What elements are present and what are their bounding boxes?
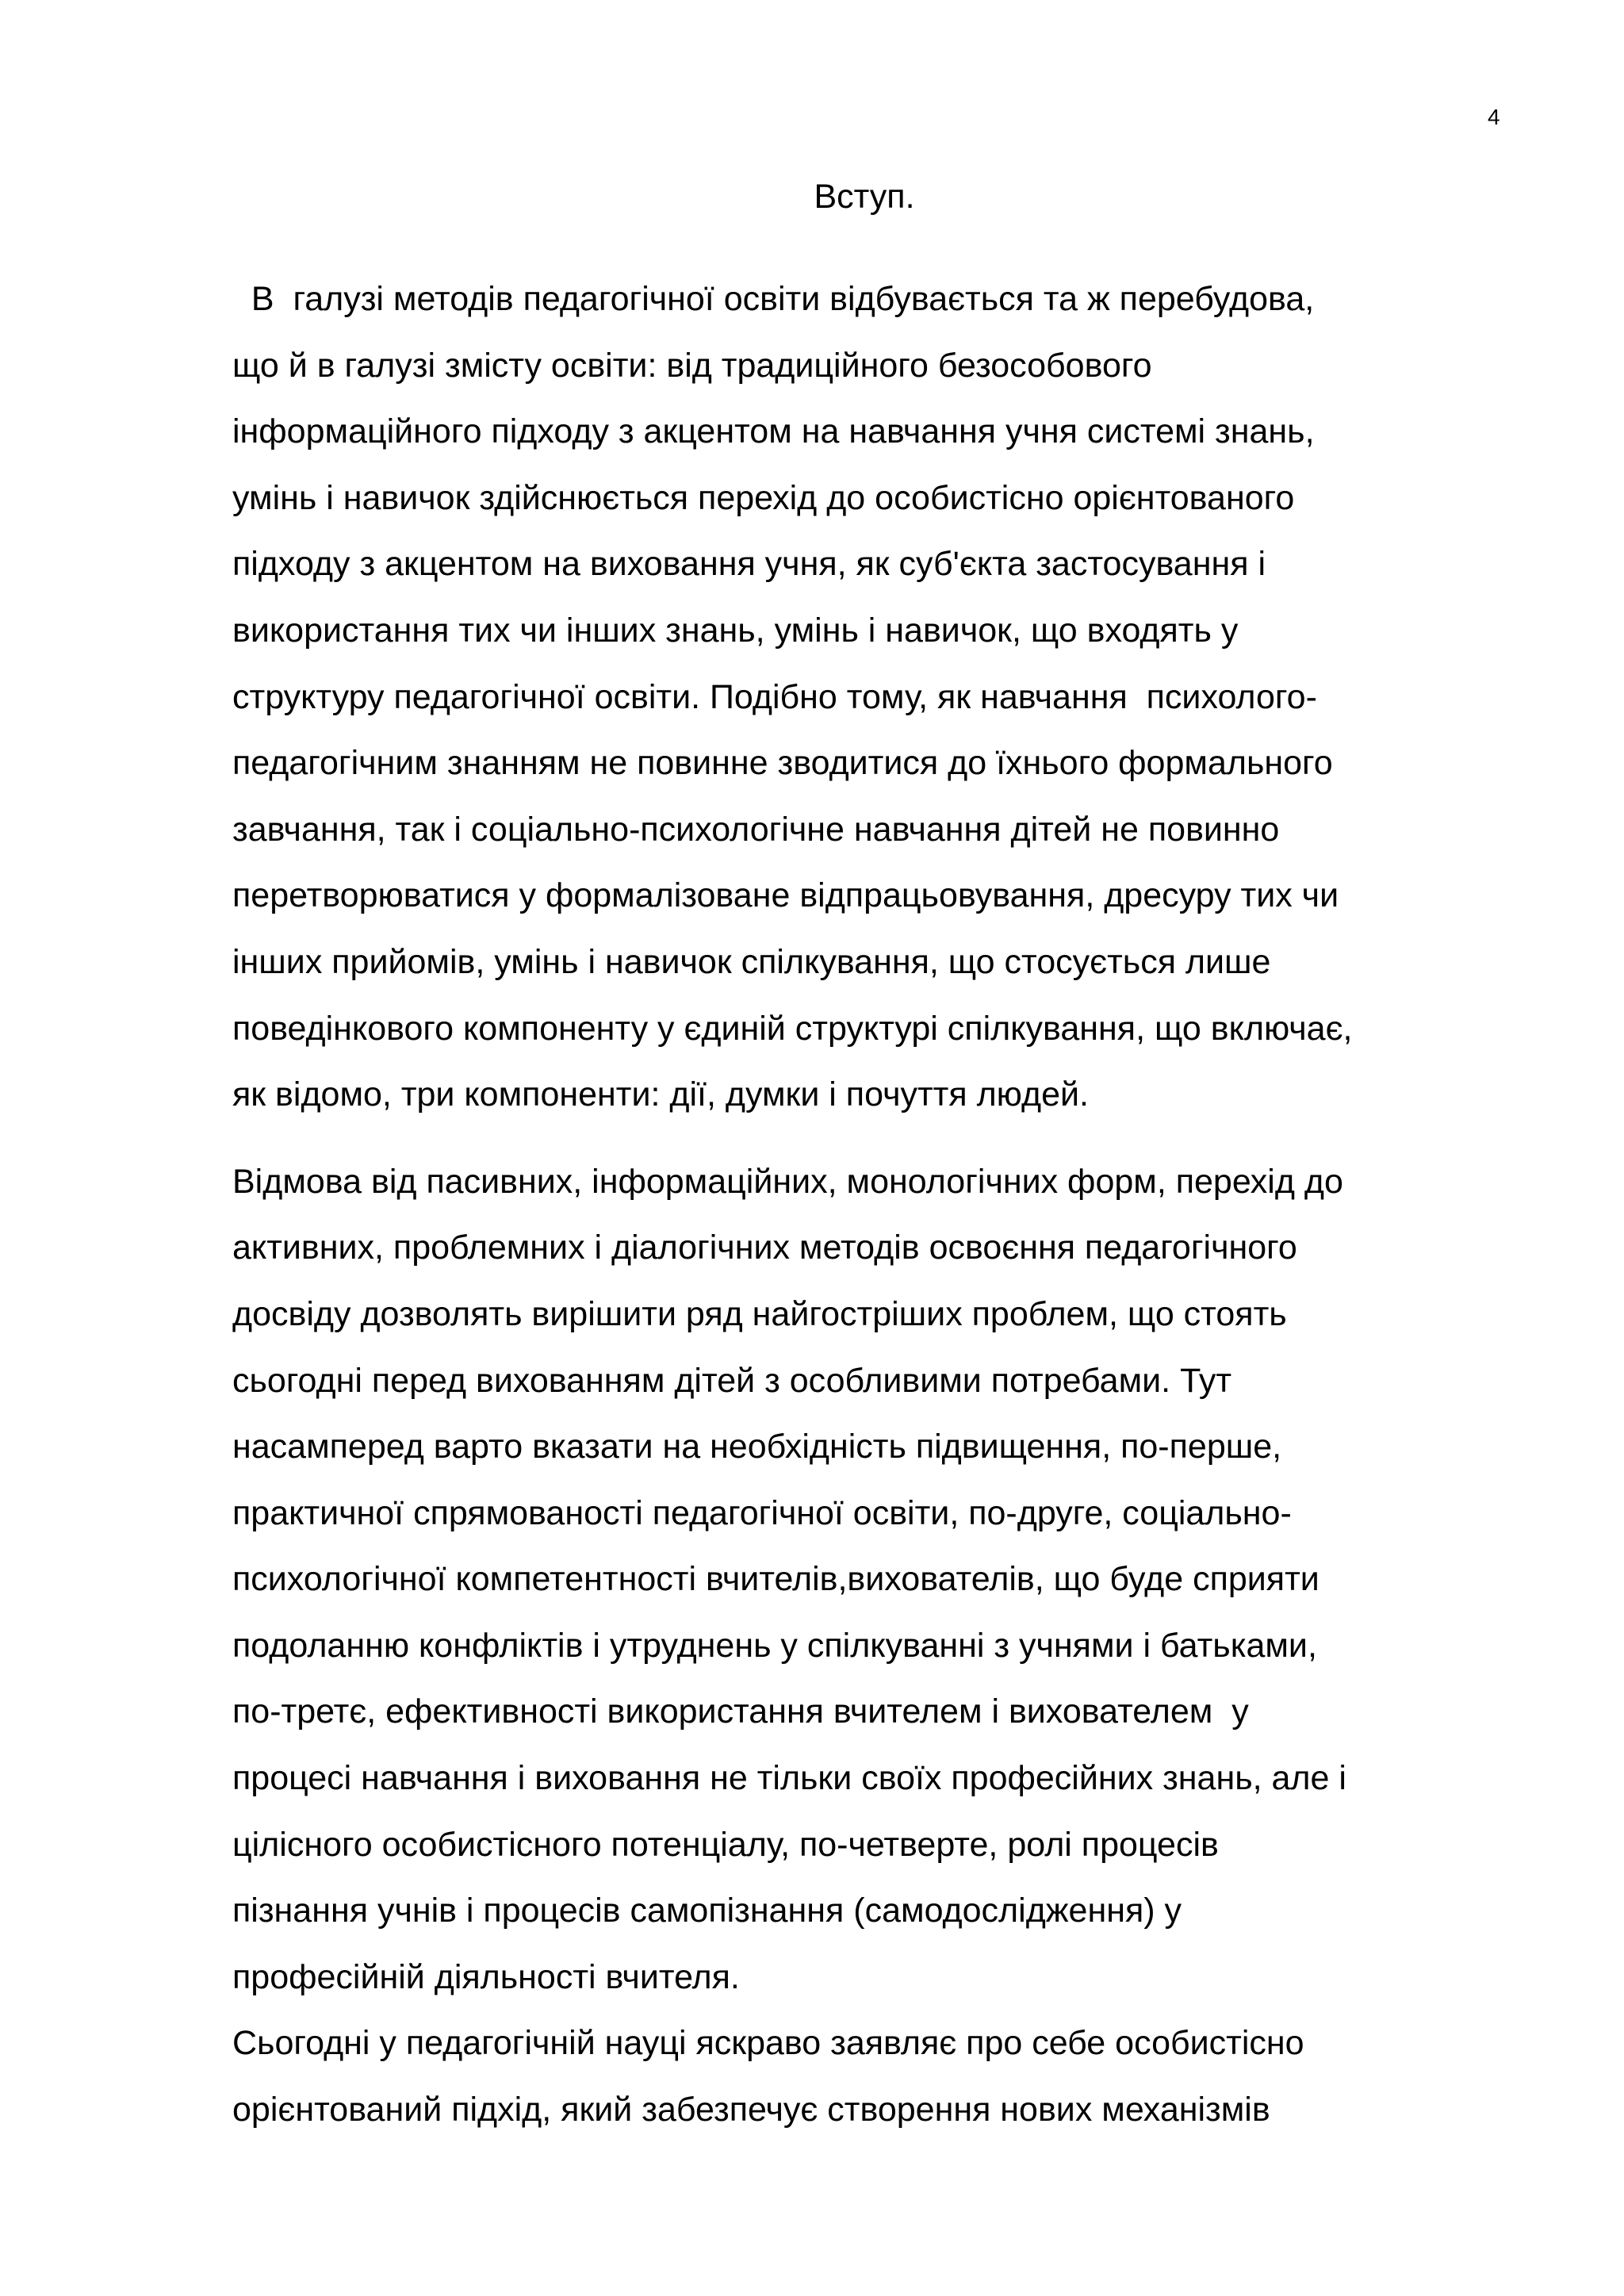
- text-line: інших прийомів, умінь і навичок спілкування, що стосується лише: [232, 942, 1271, 981]
- text-line: професійній діяльності вчителя.: [232, 1957, 740, 1996]
- text-line: процесі навчання і виховання не тільки своїх професійних знань, але і: [232, 1759, 1346, 1798]
- page-number: 4: [1488, 105, 1500, 129]
- text-line: як відомо, три компоненти: дії, думки і почуття людей.: [232, 1075, 1089, 1114]
- text-line: що й в галузі змісту освіти: від традиційного безособового: [232, 346, 1152, 385]
- text-line: цілісного особистісного потенціалу, по-четверте, ролі процесів: [232, 1825, 1219, 1864]
- text-line: насамперед варто вказати на необхідність підвищення, по-перше,: [232, 1428, 1282, 1466]
- text-line: сьогодні перед вихованням дітей з особливими потребами. Тут: [232, 1361, 1232, 1400]
- text-line: використання тих чи інших знань, умінь і навичок, що входять у: [232, 611, 1239, 650]
- paragraph-1: [232, 266, 1501, 1129]
- text-line: інформаційного підходу з акцентом на навчання учня системі знань,: [232, 412, 1315, 451]
- body-text: [232, 266, 1501, 2144]
- text-line: завчання, так і соціально-психологічне навчання дітей не повинно: [232, 810, 1280, 849]
- text-line: В галузі методів педагогічної освіти відбувається та ж перебудова,: [232, 280, 1315, 318]
- text-line: Сьогодні у педагогічній науці яскраво заявляє про себе особистісно: [232, 2024, 1304, 2063]
- text-line: поведінкового компоненту у єдиній структурі спілкування, що включає,: [232, 1009, 1353, 1048]
- text-line: подоланню конфліктів і утруднень у спілкуванні з учнями і батьками,: [232, 1626, 1317, 1665]
- paragraph-spacing: [232, 1129, 1501, 1149]
- text-line: структуру педагогічної освіти. Подібно тому, як навчання психолого-: [232, 677, 1317, 716]
- paragraph-3: [232, 2010, 1501, 2143]
- text-line: активних, проблемних і діалогічних методів освоєння педагогічного: [232, 1228, 1297, 1267]
- text-line: пізнання учнів і процесів самопізнання (самодослідження) у: [232, 1892, 1182, 1930]
- text-line: підходу з акцентом на виховання учня, як суб'єкта застосування і: [232, 545, 1266, 584]
- paragraph-2: [232, 1149, 1501, 2011]
- text-line: практичної спрямованості педагогічної освіти, по-друге, соціально-: [232, 1493, 1292, 1532]
- text-line: психологічної компетентності вчителів,вихователів, що буде сприяти: [232, 1560, 1320, 1599]
- text-line: перетворюватися у формалізоване відпрацьовування, дресуру тих чи: [232, 876, 1339, 915]
- text-line: орієнтований підхід, який забезпечує створення нових механізмів: [232, 2091, 1270, 2129]
- section-title: Вступ.: [814, 178, 915, 216]
- text-line: Відмова від пасивних, інформаційних, монологічних форм, перехід до: [232, 1162, 1343, 1201]
- text-line: умінь і навичок здійснюється перехід до особистісно орієнтованого: [232, 478, 1295, 517]
- text-line: педагогічним знанням не повинне зводитися до їхнього формального: [232, 744, 1333, 783]
- text-line: по-третє, ефективності використання вчителем і вихователем у: [232, 1692, 1249, 1731]
- text-line: досвіду дозволять вирішити ряд найгостріших проблем, що стоять: [232, 1294, 1287, 1333]
